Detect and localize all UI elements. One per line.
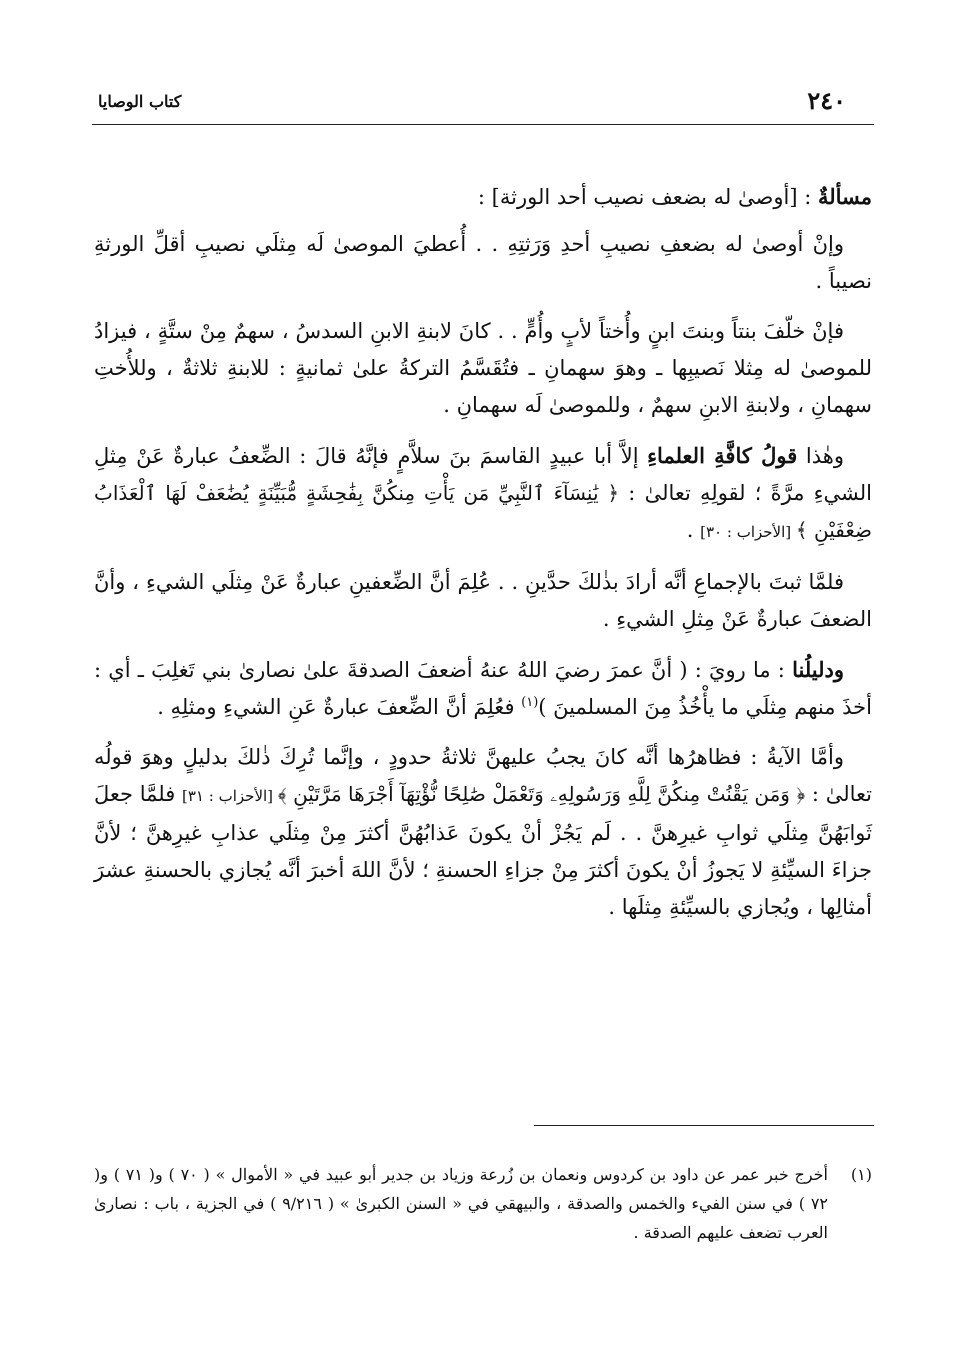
paragraph-consensus: فلمَّا ثبتَ بالإجماعِ أنَّه أرادَ بذٰلكَ حدَّينِ . . عُلِمَ أنَّ الضِّعفينِ عبارةٌ عَنْ مِثلَي الشيءِ ، وأنَّ الضعفَ عبارةٌ عَنْ مِثلِ الشيءِ .: [94, 570, 872, 631]
page-number: ٢٤٠: [807, 86, 846, 115]
footnote-number: (١): [850, 1165, 872, 1184]
quran-verse-ahzab-31: ﴿ وَمَن يَقْنُتْ مِنكُنَّ لِلَّهِ وَرَسُولِهِۦ وَتَعْمَلْ صَٰلِحًا نُّؤْتِهَآ أَجْرَهَا مَرَّتَيْنِ ﴾: [277, 782, 806, 806]
footnote-text: أخرج خبر عمر عن داود بن كردوس ونعمان بن زُرعة وزياد بن جدير أبو عبيد في « الأموال » ( ٧٠ ) و( ٧١ ) و( ٧٢ ) في سنن الفيء والخمس والصدقة ، والبيهقي في « السنن الكبرىٰ » ( ٩/٢١٦ ) في الجزية ، باب : نصارىٰ العرب تضعف عليهم الصدقة .: [94, 1165, 829, 1242]
p5-post: فعُلِمَ أنَّ الضِّعفَ عبارةٌ عَنِ الشيءِ ومثلِهِ .: [157, 695, 522, 719]
issue-separator: :: [797, 185, 818, 209]
issue-heading: [94, 178, 872, 216]
footnote-divider: [534, 1125, 874, 1126]
quran-verse-ahzab-30: ﴿ يَٰنِسَآءَ ٱلنَّبِيِّ مَن يَأْتِ مِنكُنَّ بِفَٰحِشَةٍ مُّبَيِّنَةٍ يُضَٰعَفْ لَهَا ٱلْعَذَابُ ضِعْفَيْنِ ﴾: [94, 481, 872, 542]
paragraph-verse-discussion: [94, 739, 872, 926]
paragraph-example: فإنْ خلّفَ بنتاً وبنتَ ابنٍ وأُختاً لأبٍ وأُمٍّ . . كانَ لابنةِ الابنِ السدسُ ، سهمٌ مِنْ ستَّةٍ ، فيزادُ للموصىٰ له مِثلا نَصيبِها ـ وهوَ سهمانِ ـ فتُقَسَّمُ التركةُ علىٰ ثمانيةٍ : للابنةِ ثلاثةٌ ، وللأُختِ سهمانِ ، ولابنةِ الابنِ سهمٌ ، وللموصىٰ لَه سهمانِ .: [94, 319, 872, 417]
p3-mid: إلاَّ أبا عبيدٍ القاسمَ بنَ سلاَّمٍ فإنَّهُ قالَ : الضِّعفُ عبارةٌ عَنْ مِثلِ الشيءِ مرَّةً ؛ لقولِهِ تعالىٰ :: [94, 444, 872, 505]
p3-bold: قولُ كافَّةِ العلماءِ: [647, 443, 798, 468]
paragraph-ruling: وإنْ أوصىٰ له بضعفِ نصيبِ أحدِ وَرَثتِهِ . . أُعطيَ الموصىٰ لَه مِثلَي نصيبِ أقلِّ الورثةِ نصيباً .: [94, 232, 872, 293]
verse-reference: [الأحزاب : ٣١]: [181, 787, 278, 805]
p5-text: : ما رويَ : ( أنَّ عمرَ رضيَ اللهُ عنهُ أضعفَ الصدقةَ علىٰ نصارىٰ بني تَغلِبَ ـ أي : أخذَ منهم مِثلَي ما يأْخُذُ مِنَ المسلمينَ ): [94, 658, 872, 719]
book-title: كتاب الوصايا: [98, 92, 182, 111]
p3-pre: وهٰذا: [797, 444, 844, 468]
p6-post: فلمَّا جعلَ ثَوابَهُنَّ مِثلَي ثوابِ غيرِهنَّ . . لَم يَجُزْ أنْ يكونَ عَذابُهُنَّ أكثرَ مِنْ مِثلَي عذابِ غيرِهنَّ ؛ لأنَّ جزاءَ السيِّئةِ لا يَجوزُ أنْ يكونَ أكثرَ مِنْ جزاءِ الحسنةِ ؛ لأنَّ اللهَ أخبرَ أنَّه يُجازي بالحسنةِ عشرَ أمثالِها ، ويُجازي بالسيِّئةِ مِثلَها .: [94, 782, 873, 919]
p5-bold: ودليلُنا: [792, 657, 844, 682]
running-header: [92, 84, 874, 125]
footnote: [94, 1160, 872, 1247]
footnote-marker[interactable]: (١): [521, 695, 539, 710]
p6-pre: وأمَّا الآيةُ : فظاهرُها أنَّه كانَ يجبُ عليهنَّ ثلاثةُ حدودٍ ، وإنَّما تُرِكَ ذٰلكَ بدليلٍ وهوَ قولُه تعالىٰ :: [94, 745, 872, 806]
verse-reference: [الأحزاب : ٣٠]: [700, 523, 796, 541]
paragraph-opinions: [94, 437, 872, 551]
paragraph-evidence: [94, 651, 872, 726]
p3-post: .: [686, 518, 701, 542]
issue-label: مسألةٌ: [817, 184, 872, 209]
main-text: [94, 178, 872, 926]
issue-title: [أوصىٰ له بضعف نصيب أحد الورثة] :: [477, 185, 798, 209]
